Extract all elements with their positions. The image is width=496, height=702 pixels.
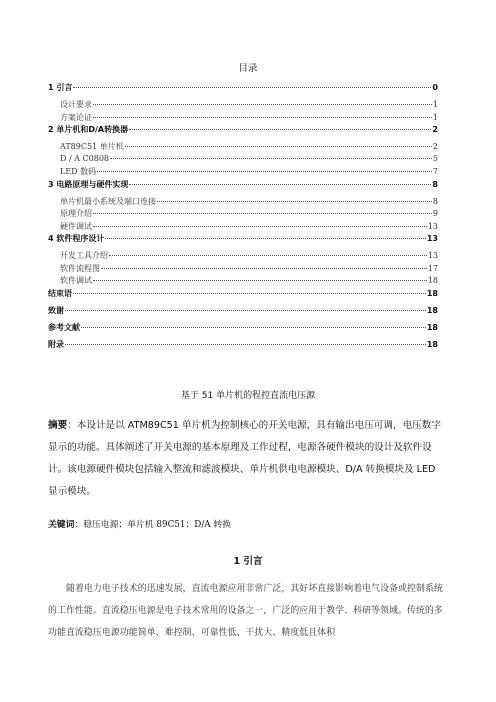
toc-entry-text: 开发工具介绍	[60, 251, 108, 260]
toc-dot-leader	[110, 158, 432, 159]
toc-page-number: 1	[432, 112, 438, 122]
intro-paragraph: 随着电力电子技术的迅速发展，直流电源应用非常广泛，其好坏直接影响着电气设备或控制系统的工作性能。直流稳压电源是电子技术常用的设备之一，广泛的应用于教学、科研等领域。传统的多功能直流稳压电源功能简单、难控制、可靠性低、干扰大、精度低且体积	[48, 584, 443, 638]
keywords-label: 关键词	[48, 520, 75, 530]
toc-page-number: 18	[426, 288, 438, 298]
toc-page-number: 2	[432, 142, 438, 151]
toc-section-entry[interactable]	[48, 208, 438, 221]
toc-dot-leader	[105, 238, 426, 239]
toc-chapter-entry[interactable]	[48, 288, 438, 305]
toc-section-entry[interactable]	[48, 141, 438, 154]
toc-chapter-entry[interactable]	[48, 233, 438, 250]
toc-section-entry[interactable]	[48, 166, 438, 179]
toc-page-number: 2	[432, 125, 438, 134]
toc-entry-text: 单片机最小系统及端口连接	[60, 196, 156, 206]
toc-page-number: 13	[427, 251, 438, 260]
toc-dot-leader	[129, 184, 431, 185]
toc-dot-leader	[109, 255, 427, 256]
keywords	[48, 517, 448, 530]
toc-entry-text: 3 电路原理与硬件实现	[48, 179, 129, 189]
toc-title: 目录	[238, 63, 258, 74]
toc-dot-leader	[101, 268, 427, 269]
toc-dot-leader	[97, 171, 432, 172]
toc-chapter-entry[interactable]	[48, 322, 438, 339]
toc-chapter-entry[interactable]	[48, 82, 438, 99]
toc-section-entry[interactable]	[48, 99, 438, 112]
toc-page-number: 18	[427, 276, 438, 285]
toc-entry-text: 软件流程图	[60, 263, 100, 273]
document-title: 基于 51 单片机的程控直流电压源	[180, 391, 316, 401]
toc-page-number: 18	[426, 305, 438, 315]
abstract-text: ：本设计是以 ATM89C51 单片机为控制核心的开关电源，具有输出电压可调，电压数字显示的功能。具体阐述了开关电源的基本原理及工作过程，电源各硬件模块的设计及软件设计。该电源硬件模块包括输入整流和滤波模块、单片机供电电源模块、D/A 转换模块及 LED 显示模块。	[48, 420, 441, 497]
toc-section-entry[interactable]	[48, 154, 438, 167]
toc-section-entry[interactable]	[48, 112, 438, 125]
toc-page-number: 13	[427, 221, 438, 231]
toc-page-number: 5	[432, 153, 438, 163]
abstract	[48, 415, 448, 503]
toc-dot-leader	[125, 146, 432, 147]
toc-entry-text: 附录	[48, 339, 64, 349]
toc-dot-leader	[65, 310, 426, 311]
toc-entry-text: 1 引言	[48, 83, 73, 92]
toc-page-number: 7	[432, 167, 438, 176]
toc-entry-text: 方案论证	[60, 112, 92, 122]
toc-chapter-entry[interactable]	[48, 179, 438, 196]
toc-dot-leader	[73, 293, 426, 294]
toc-entry-text: 参考文献	[48, 322, 80, 332]
toc-section-entry[interactable]	[48, 196, 438, 209]
toc-page-number: 0	[432, 83, 438, 92]
toc-entry-text: LED 数码	[60, 167, 97, 176]
toc-dot-leader	[65, 344, 426, 345]
toc-page-number: 1	[432, 100, 438, 109]
toc-chapter-entry[interactable]	[48, 305, 438, 322]
toc-dot-leader	[93, 104, 432, 105]
toc-entry-text: 致谢	[48, 305, 64, 315]
toc-dot-leader	[93, 280, 427, 281]
toc-section-entry[interactable]	[48, 263, 438, 276]
toc-chapter-entry[interactable]	[48, 339, 438, 356]
toc-section-entry[interactable]	[48, 275, 438, 288]
toc-page-number: 17	[427, 263, 438, 273]
toc-entry-text: AT89C51 单片机	[60, 142, 124, 151]
toc-section-entry[interactable]	[48, 221, 438, 234]
toc-page-number: 9	[432, 209, 438, 218]
toc-entry-text: 设计要求	[60, 100, 92, 109]
toc-entry-text: 硬件调试	[60, 221, 92, 231]
toc-dot-leader	[93, 226, 427, 227]
toc-entry-text: 2 单片机和D/A转换器	[48, 125, 129, 134]
toc-entry-text: 4 软件程序设计	[48, 234, 105, 243]
toc-entry-text: 结束语	[48, 288, 72, 298]
toc-dot-leader	[157, 201, 432, 202]
toc-chapter-entry[interactable]	[48, 124, 438, 141]
toc-entry-text: 原理介绍	[60, 209, 92, 218]
toc-entry-text: D / A C0808	[60, 153, 109, 163]
toc-dot-leader	[81, 327, 426, 328]
toc-section-entry[interactable]	[48, 250, 438, 263]
toc-page-number: 13	[426, 234, 438, 243]
toc-page-number: 18	[426, 339, 438, 349]
toc-page-number: 18	[426, 322, 438, 332]
toc-page-number: 8	[432, 196, 438, 206]
toc-entry-text: 软件调试	[60, 276, 92, 285]
toc-dot-leader	[73, 87, 431, 88]
toc-dot-leader	[93, 117, 432, 118]
keywords-text: ：稳压电源；单片机 89C51；D/A 转换	[74, 520, 232, 530]
table-of-contents	[48, 82, 438, 356]
toc-dot-leader	[129, 129, 431, 130]
intro-heading: 1 引言	[233, 556, 263, 567]
toc-dot-leader	[93, 213, 432, 214]
toc-page-number: 8	[432, 179, 438, 189]
abstract-label: 摘要	[48, 420, 68, 431]
